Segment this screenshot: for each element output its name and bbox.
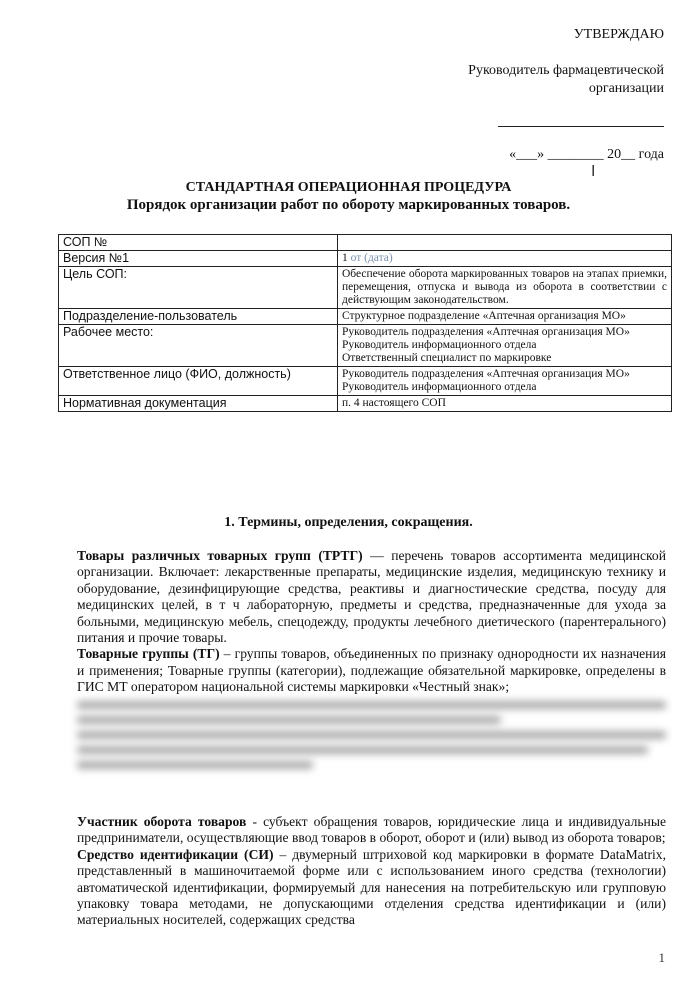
table-row	[59, 235, 672, 251]
term-name: Товарные группы (ТГ)	[77, 646, 220, 662]
term-paragraph	[77, 814, 666, 847]
sop-info-table	[58, 234, 672, 412]
text-cursor-icon: I	[591, 162, 596, 180]
version-date-link[interactable]: от (дата)	[350, 252, 393, 264]
workplace-line: Руководитель подразделения «Аптечная организация МО»	[342, 326, 630, 338]
table-cell-value	[338, 325, 672, 367]
table-cell-label: СОП №	[59, 235, 338, 251]
page-number: 1	[658, 950, 665, 965]
approval-title: УТВЕРЖДАЮ	[573, 27, 664, 42]
terms-block-top	[77, 548, 666, 776]
terms-block-bottom	[77, 814, 666, 929]
version-number: 1	[342, 252, 351, 264]
approval-role: Руководитель фармацевтической организации	[468, 63, 664, 96]
signature-line	[498, 126, 664, 127]
term-definition: – двумерный штриховой код маркировки в формате DataMatrix, представленный в машиночитаемой форме или с использованием иного средства (технологии) автоматической идентификации, формируемый для нанесения на потребительскую или групповую упаковку товара методами, не допускающими отделения средства идентификации и (или) материальных носителей, содержащих средства	[77, 846, 666, 928]
term-definition: — перечень товаров ассортимента медицинской организации. Включает: лекарственные препараты, медицинские изделия, медицинскую технику и оборудование, дезинфицирующие средства, реактивы и диагностические средства, посуду для медицинских целей, в т ч лабораторную, предметы и средства, предназначенные для ухода за больными, медицинскую мебель, спецодежду, продукты лечебного диетического (парентерального) питания и прочие товары.	[77, 548, 666, 646]
workplace-line: Ответственный специалист по маркировке	[342, 352, 552, 364]
table-row	[59, 367, 672, 396]
term-paragraph	[77, 847, 666, 929]
term-paragraph	[77, 646, 666, 695]
term-name: Участник оборота товаров	[77, 814, 247, 829]
table-cell-label: Подразделение-пользователь	[59, 309, 338, 325]
table-cell-value	[338, 235, 672, 251]
table-cell-label: Версия №1	[59, 251, 338, 267]
table-cell-value: п. 4 настоящего СОП	[338, 396, 672, 412]
table-cell-value	[338, 367, 672, 396]
table-row	[59, 251, 672, 267]
table-cell-label: Нормативная документация	[59, 396, 338, 412]
table-row	[59, 396, 672, 412]
table-cell-label: Цель СОП:	[59, 267, 338, 309]
table-cell-label: Рабочее место:	[59, 325, 338, 367]
term-paragraph	[77, 548, 666, 646]
table-cell-value	[338, 251, 672, 267]
workplace-line: Руководитель информационного отдела	[342, 339, 537, 351]
table-row	[59, 325, 672, 367]
table-cell-value: Обеспечение оборота маркированных товаров на этапах приемки, перемещения, отпуска и вывода из оборота в соответствии с действующим законодательством.	[338, 267, 672, 309]
approval-date-line: «___» ________ 20__ года	[509, 147, 664, 162]
term-definition: – группы товаров, объединенных по признаку однородности их назначения и применения; Товарные группы (категории), подлежащие обязательной маркировке, определены в ГИС МТ оператором национальной системы маркировки «Честный знак»;	[77, 646, 666, 695]
table-cell-label: Ответственное лицо (ФИО, должность)	[59, 367, 338, 396]
term-name: Средство идентификации (СИ)	[77, 846, 274, 862]
responsible-line: Руководитель подразделения «Аптечная организация МО»	[342, 368, 630, 380]
document-subtitle: Порядок организации работ по обороту маркированных товаров.	[126, 197, 571, 213]
table-row	[59, 309, 672, 325]
section-heading: 1. Термины, определения, сокращения.	[224, 515, 473, 530]
document-title: СТАНДАРТНАЯ ОПЕРАЦИОННАЯ ПРОЦЕДУРА	[185, 180, 512, 195]
responsible-line: Руководитель информационного отдела	[342, 381, 537, 393]
term-name: Товары различных товарных групп (ТРТГ)	[77, 548, 363, 563]
term-definition: - субъект обращения товаров, юридические лица и индивидуальные предприниматели, осуществляющие ввод товаров в оборот, оборот и (или) вывод из оборота товаров;	[77, 814, 666, 846]
table-cell-value: Структурное подразделение «Аптечная организация МО»	[338, 309, 672, 325]
table-row	[59, 267, 672, 309]
blurred-text-block	[77, 701, 666, 769]
